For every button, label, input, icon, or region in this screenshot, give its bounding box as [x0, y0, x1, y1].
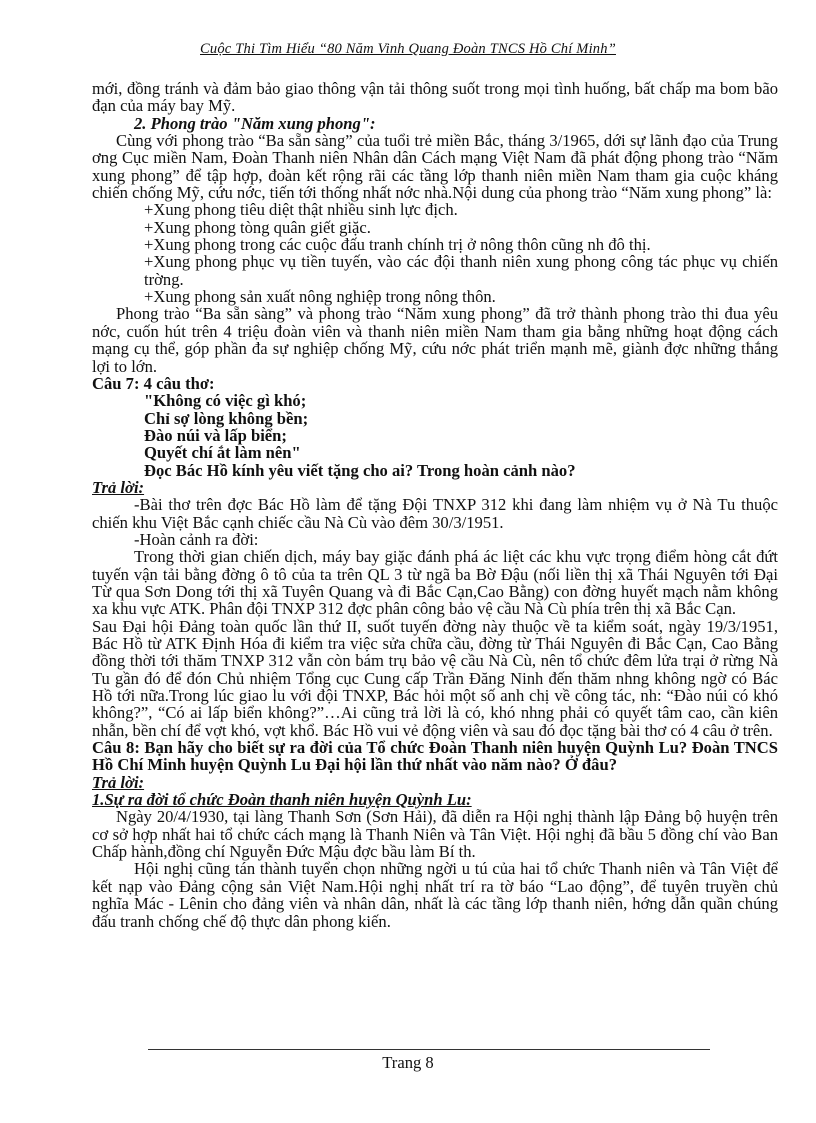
list-item: +Xung phong tiêu diệt thật nhiều sinh lực địch.	[144, 200, 458, 220]
paragraph: -Hoàn cảnh ra đời:	[134, 529, 259, 549]
page-number: Trang 8	[382, 1053, 434, 1072]
list-item: +Xung phong tòng quân giết giặc.	[144, 217, 371, 237]
footer-rule	[148, 1049, 710, 1050]
sub-heading	[92, 791, 778, 808]
poem-line: Đào núi và lấp biển;	[144, 425, 287, 445]
question-heading: Câu 7: 4 câu thơ:	[92, 373, 215, 393]
section-heading: 2. Phong trào "Năm xung phong":	[134, 113, 376, 133]
poem-line: Quyết chí ắt làm nên"	[144, 443, 301, 463]
page-body	[92, 80, 778, 930]
list-item: +Xung phong sản xuất nông nghiệp trong nông thôn.	[144, 287, 496, 307]
list-item: +Xung phong trong các cuộc đấu tranh chính trị ở nông thôn cũng nh đô thị.	[144, 235, 651, 255]
paragraph: Hội nghị cũng tán thành tuyển chọn những ngời u tú của hai tổ chức Thanh niên và Tân Việt để kết nạp vào Đảng cộng sản Việt Nam.Hội nghị nhất trí ra tờ báo “Lao động”, để tuyên truyền chủ nghĩa Mác - Lênin cho đảng viên và nhân dân, nhất là các tầng lớp thanh niên, hớng dẫn quần chúng đấu tranh chống chế độ thực dân phong kiến.	[92, 859, 778, 931]
paragraph: Ngày 20/4/1930, tại làng Thanh Sơn (Sơn Hải), đã diễn ra Hội nghị thành lập Đảng bộ huyện trên cơ sở hợp nhất hai tổ chức cách mạng là Thanh Niên và Tân Việt. Hội nghị đã bầu 5 đồng chí vào Ban Chấp hành,đồng chí Nguyễn Đức Mậu đợc bầu làm Bí th.	[92, 807, 778, 862]
poem-line: "Không có việc gì khó;	[144, 391, 307, 411]
list-item: +Xung phong phục vụ tiền tuyến, vào các đội thanh niên xung phong công tác phục vụ chiến trờng.	[144, 252, 778, 289]
page-header: Cuộc Thi Tìm Hiểu “80 Năm Vinh Quang Đoàn TNCS Hồ Chí Minh”	[200, 41, 616, 57]
answer-label	[92, 774, 778, 791]
question-text: Đọc Bác Hồ kính yêu viết tặng cho ai? Trong hoàn cảnh nào?	[144, 460, 576, 480]
paragraph: Trong thời gian chiến dịch, máy bay giặc đánh phá ác liệt các khu vực trọng điểm hòng cắt đứt tuyến vận tải bằng đờng ô tô của ta trên QL 3 từ ngã ba Bờ Đậu (nối liền thị xã Thái Nguyên tới Đại Từ qua Sơn Dong tới thị xã Tuyên Quang và đi Bắc Cạn,Cao Bằng) con đờng huyết mạch nằm không xa khu vực ATK. Phân đội TNXP 312 đợc phân công bảo vệ cầu Nà Cù phía trên thị xã Bắc Cạn.	[92, 547, 778, 619]
poem-line: Chỉ sợ lòng không bền;	[144, 408, 309, 428]
paragraph: Phong trào “Ba sẵn sàng” và phong trào “Năm xung phong” đã trở thành phong trào thi đua yêu nớc, cuốn hút trên 4 triệu đoàn viên và thanh niên miền Nam tham gia bằng những hoạt động cách mạng cụ thể, góp phần đa sự nghiệp chống Mỹ, cứu nớc phát triển mạnh mẽ, giành đợc những thắng lợi to lớn.	[92, 304, 778, 376]
answer-label	[92, 479, 778, 496]
paragraph: mới, đồng tránh và đảm bảo giao thông vận tải thông suốt trong mọi tình huống, bất chấp ma bom bão đạn của máy bay Mỹ.	[92, 79, 778, 116]
paragraph: -Bài thơ trên đợc Bác Hồ làm để tặng Đội TNXP 312 khi đang làm nhiệm vụ ở Nà Tu thuộc chiến khu Việt Bắc cạnh chiếc cầu Nà Cù vào đêm 30/3/1951.	[92, 495, 778, 532]
answer-label-text: Trả lời:	[92, 772, 145, 792]
sub-heading-text: 1.Sự ra đời tổ chức Đoàn thanh niên huyện Quỳnh Lu:	[92, 790, 472, 810]
question-heading: Câu 8: Bạn hãy cho biết sự ra đời của Tổ chức Đoàn Thanh niên huyện Quỳnh Lu? Đoàn TNCS Hồ Chí Minh huyện Quỳnh Lu Đại hội lần thứ nhất vào năm nào? Ở đâu?	[92, 738, 778, 775]
paragraph: Cùng với phong trào “Ba sẵn sàng” của tuổi trẻ miền Bắc, tháng 3/1965, dới sự lãnh đạo của Trung ơng Cục miền Nam, Đoàn Thanh niên Nhân dân Cách mạng Việt Nam đã phát động phong trào “Năm xung phong” để tập hợp, đoàn kết rộng rãi các tầng lớp thanh niên miền Nam tham gia cuộc kháng chiến chống Mỹ, cứu nớc, tiến tới thống nhất nớc nhà.Nội dung của phong trào “Năm xung phong” là:	[92, 131, 778, 203]
paragraph: Sau Đại hội Đảng toàn quốc lần thứ II, suốt tuyến đờng này thuộc về ta kiểm soát, ngày 19/3/1951, Bác Hồ từ ATK Định Hóa đi kiểm tra việc sửa chữa cầu, đờng từ Thái Nguyên đi Bắc Cạn, Cao Bằng đồng thời tới thăm TNXP 312 vẫn còn bám trụ bảo vệ cầu Nà Cù, nên tổ chức đêm lửa trại ở rừng Nà Tu gần đó để đón Chủ nhiệm Tổng cục Cung cấp Trần Đăng Ninh đến thăm nhng không ngờ có Bác Hồ tới nữa.Trong lúc giao lu với đội TNXP, Bác hỏi một số anh chị về công tác, nh: “Đào núi có khó không?”, “Có ai lấp biển không?”…Ai cũng trả lời là có, khó nhng phải có quyết tâm cao, cần kiên nhẫn, bền chí để vợt khó, vợt khổ. Bác Hồ vui vẻ động viên và sau đó đọc tặng bài thơ có 4 câu ở trên.	[92, 616, 778, 740]
answer-label-text: Trả lời:	[92, 477, 145, 497]
